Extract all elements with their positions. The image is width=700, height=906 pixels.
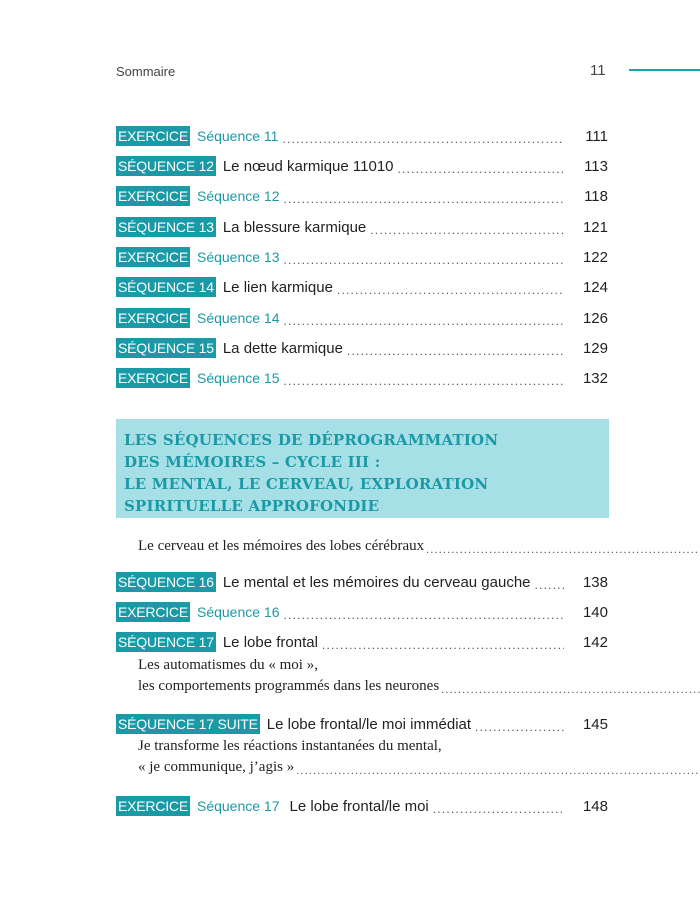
- dot-leader: [426, 541, 700, 557]
- dot-leader: [284, 252, 564, 268]
- toc-entry[interactable]: [116, 155, 608, 177]
- header-section-title: Sommaire: [116, 64, 176, 79]
- dot-leader: [441, 681, 700, 697]
- header-accent-rule: [629, 69, 700, 71]
- entry-tag: SÉQUENCE 17 SUITE: [118, 716, 258, 732]
- entry-page: 124: [582, 278, 608, 296]
- toc-entry[interactable]: [116, 795, 608, 817]
- subentry-line: « je communique, j’agis »: [138, 759, 295, 775]
- entry-title: La blessure karmique: [222, 218, 367, 236]
- entry-page: 129: [582, 339, 608, 357]
- entry-title: Le mental et les mémoires du cerveau gauche: [222, 573, 531, 591]
- entry-page: 126: [582, 309, 608, 327]
- toc-subentry[interactable]: [130, 655, 608, 699]
- toc-subentry[interactable]: [130, 535, 608, 557]
- entry-page: 148: [582, 797, 608, 815]
- cycle-heading-line: LES SÉQUENCES DE DÉPROGRAMMATION: [124, 431, 499, 449]
- entry-title: Le lobe frontal/le moi: [289, 797, 429, 815]
- subentry-line: Les automatismes du « moi »,: [138, 657, 318, 673]
- entry-tag: EXERCICE: [118, 188, 188, 204]
- entry-sequence: Séquence 17: [196, 798, 280, 814]
- toc-entry[interactable]: [116, 246, 608, 268]
- entry-page: 122: [582, 248, 608, 266]
- dot-leader: [475, 719, 564, 735]
- subentry-body: [138, 535, 700, 557]
- entry-tag: EXERCICE: [118, 798, 188, 814]
- dot-leader: [284, 607, 564, 623]
- subentry-body: [138, 736, 700, 780]
- toc-entry[interactable]: [116, 367, 608, 389]
- toc-entry[interactable]: [116, 216, 608, 238]
- subentry-line: Je transforme les réactions instantanées du mental,: [138, 738, 442, 754]
- entry-sequence: Séquence 16: [196, 604, 280, 620]
- cycle-heading-line: SPIRITUELLE APPROFONDIE: [124, 497, 380, 515]
- toc-entry[interactable]: [116, 631, 608, 653]
- entry-page: 138: [582, 573, 608, 591]
- entry-sequence: Séquence 14: [196, 310, 280, 326]
- dot-leader: [284, 313, 564, 329]
- cycle-heading: [124, 429, 498, 517]
- header-page-number: 11: [590, 62, 606, 79]
- entry-page: 118: [584, 187, 608, 205]
- dot-leader: [284, 191, 564, 207]
- entry-sequence: Séquence 13: [196, 249, 280, 265]
- subentry-body: [138, 655, 700, 699]
- dot-leader: [433, 801, 564, 817]
- dot-leader: [337, 282, 564, 298]
- cycle-heading-line: LE MENTAL, LE CERVEAU, EXPLORATION: [124, 475, 489, 493]
- dot-leader: [284, 373, 564, 389]
- dot-leader: [370, 222, 564, 238]
- entry-tag: EXERCICE: [118, 128, 188, 144]
- entry-page: 145: [582, 715, 608, 733]
- entry-page: 142: [582, 633, 608, 651]
- dot-leader: [398, 161, 564, 177]
- entry-sequence: Séquence 12: [196, 188, 280, 204]
- entry-tag: SÉQUENCE 13: [118, 219, 214, 235]
- entry-page: 140: [582, 603, 608, 621]
- toc-subentry[interactable]: [130, 736, 608, 780]
- entry-title: Le nœud karmique 11010: [222, 157, 394, 175]
- entry-tag: SÉQUENCE 17: [118, 634, 214, 650]
- entry-page: 113: [584, 157, 608, 175]
- dot-leader: [535, 577, 564, 593]
- entry-tag: EXERCICE: [118, 310, 188, 326]
- dot-leader: [347, 343, 564, 359]
- dot-leader: [322, 637, 564, 653]
- entry-tag: EXERCICE: [118, 249, 188, 265]
- entry-title: La dette karmique: [222, 339, 343, 357]
- entry-title: Le lobe frontal: [222, 633, 318, 651]
- cycle-heading-line: DES MÉMOIRES – CYCLE III :: [124, 453, 381, 471]
- toc-entry[interactable]: [116, 571, 608, 593]
- entry-page: 121: [582, 218, 608, 236]
- dot-leader: [296, 762, 700, 778]
- subentry-text: Le cerveau et les mémoires des lobes cérébraux: [138, 537, 425, 554]
- subentry-lastline: [138, 676, 700, 697]
- entry-tag: SÉQUENCE 16: [118, 574, 214, 590]
- entry-tag: SÉQUENCE 15: [118, 340, 214, 356]
- toc-entry[interactable]: [116, 125, 608, 147]
- toc-entry[interactable]: [116, 713, 608, 735]
- toc-entry[interactable]: [116, 601, 608, 623]
- entry-title: Le lobe frontal/le moi immédiat: [266, 715, 472, 733]
- subentry-lastline: [138, 757, 700, 778]
- entry-page: 111: [585, 127, 608, 145]
- entry-tag: EXERCICE: [118, 604, 188, 620]
- entry-tag: SÉQUENCE 14: [118, 279, 214, 295]
- entry-tag: EXERCICE: [118, 370, 188, 386]
- entry-sequence: Séquence 15: [196, 370, 280, 386]
- toc-entry[interactable]: [116, 337, 608, 359]
- entry-sequence: Séquence 11: [196, 128, 279, 144]
- toc-entry[interactable]: [116, 185, 608, 207]
- subentry-line: les comportements programmés dans les neurones: [138, 678, 440, 694]
- cycle-heading-box: [116, 419, 609, 518]
- entry-title: Le lien karmique: [222, 278, 333, 296]
- toc-entry[interactable]: [116, 307, 608, 329]
- dot-leader: [282, 131, 564, 147]
- toc-entry[interactable]: [116, 276, 608, 298]
- entry-tag: SÉQUENCE 12: [118, 158, 214, 174]
- entry-page: 132: [582, 369, 608, 387]
